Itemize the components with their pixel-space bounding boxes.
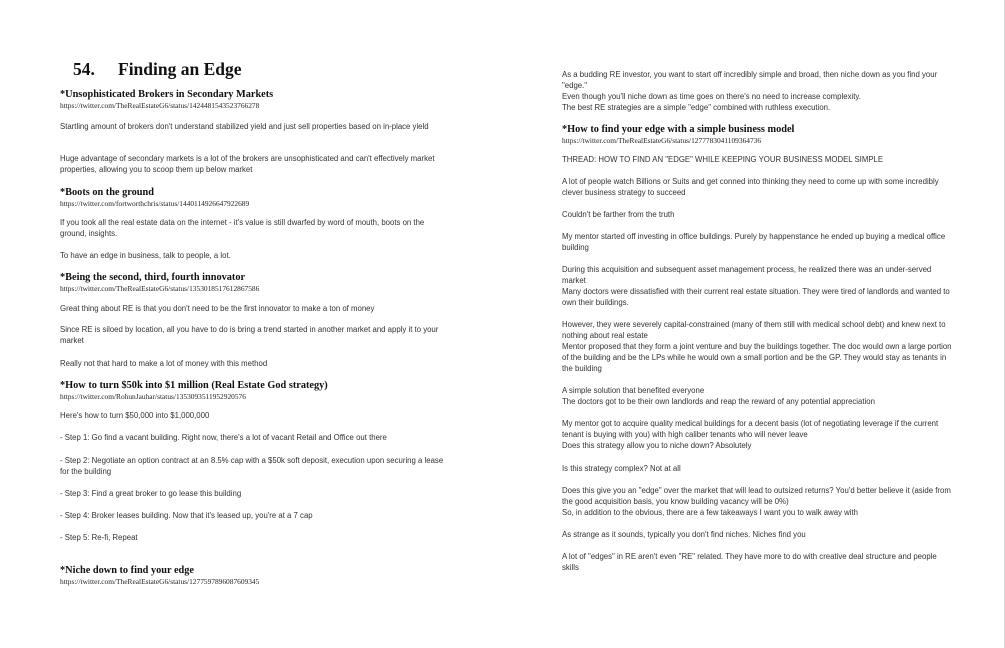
paragraph: The best RE strategies are a simple "edge" combined with ruthless execution. (562, 103, 831, 112)
paragraph: A lot of people watch Billions or Suits and get conned into thinking they need to come up with some incredibly clever business strategy to succeed (562, 177, 939, 197)
section-heading: *Being the second, third, fourth innovator (60, 272, 246, 283)
paragraph: Many doctors were dissatisfied with their current real estate situation. They were tired of landlords and wanted to own their buildings. (562, 287, 950, 307)
paragraph: Does this strategy allow you to niche down? Absolutely (562, 441, 752, 450)
paragraph: Is this strategy complex? Not at all (562, 464, 681, 473)
section-url: https://twitter.com/TheRealEstateG6/status/1277597896087609345 (60, 577, 260, 586)
paragraph: Couldn't be farther from the truth (562, 210, 675, 219)
paragraph: During this acquisition and subsequent asset management process, he realized there was an under-served market (562, 265, 932, 285)
list-item: - Step 1: Go find a vacant building. Right now, there's a lot of vacant Retail and Office out there (60, 433, 387, 442)
paragraph: However, they were severely capital-constrained (many of them still with medical school debt) and knew next to nothing about real estate (562, 320, 946, 340)
paragraph: Really not that hard to make a lot of money with this method (60, 359, 268, 368)
paragraph: As strange as it sounds, typically you don't find niches. Niches find you (562, 530, 806, 539)
chapter-number: 54. (73, 59, 95, 79)
paragraph: My mentor started off investing in office buildings. Purely by happenstance he ended up buying a medical office building (562, 232, 946, 252)
paragraph: Since RE is siloed by location, all you have to do is bring a trend started in another market and apply it to your market (60, 325, 439, 345)
paragraph: THREAD: HOW TO FIND AN "EDGE" WHILE KEEPING YOUR BUSINESS MODEL SIMPLE (562, 155, 884, 164)
section-heading: *Boots on the ground (60, 187, 154, 198)
paragraph: To have an edge in business, talk to people, a lot. (60, 251, 231, 260)
section-url: https://twitter.com/TheRealEstateG6/status/1277783041109364736 (562, 136, 762, 145)
section-heading: *How to find your edge with a simple business model (562, 124, 795, 135)
paragraph: Great thing about RE is that you don't need to be the first innovator to make a ton of money (60, 304, 375, 313)
chapter-name: Finding an Edge (118, 59, 242, 79)
paragraph: So, in addition to the obvious, there are a few takeaways I want you to walk away with (562, 508, 859, 517)
paragraph: Here's how to turn $50,000 into $1,000,000 (60, 411, 210, 420)
paragraph: Huge advantage of secondary markets is a lot of the brokers are unsophisticated and can't effectively market properties, allowing you to scoop them up below market (60, 154, 435, 174)
section-url: https://twitter.com/TheRealEstateG6/status/1353018517612867586 (60, 284, 260, 293)
list-item: - Step 2: Negotiate an option contract at an 8.5% cap with a $50k soft deposit, execution upon securing a lease for the building (60, 456, 444, 476)
list-item: - Step 3: Find a great broker to go lease this building (60, 489, 242, 498)
paragraph: Does this give you an "edge" over the market that will lead to outsized returns? You'd better believe it (aside from the good acquisition basis, you know building vacancy will be 0%) (562, 486, 951, 506)
paragraph: The doctors got to be their own landlords and reap the reward of any potential appreciation (562, 397, 875, 406)
section-heading: *How to turn $50k into $1 million (Real Estate God strategy) (60, 380, 328, 391)
section-url: https://twitter.com/RohunJauhar/status/1353093511952920576 (60, 392, 246, 401)
paragraph: A simple solution that benefited everyone (562, 386, 705, 395)
paragraph: My mentor got to acquire quality medical buildings for a decent basis (lot of negotiating leverage if the current tenant is buying with you) with high caliber tenants who will never leave (562, 419, 939, 439)
chapter-title (73, 59, 242, 80)
paragraph: If you took all the real estate data on the internet - it's value is still dwarfed by word of mouth, boots on the ground, insights. (60, 218, 425, 238)
section-url: https://twitter.com/fortworthchris/status/1440114926647922689 (60, 199, 250, 208)
list-item: - Step 5: Re-fi, Repeat (60, 533, 138, 542)
section-heading: *Niche down to find your edge (60, 565, 194, 576)
paragraph: A lot of "edges" in RE aren't even "RE" related. They have more to do with creative deal structure and people skills (562, 552, 937, 572)
paragraph: Startling amount of brokers don't understand stabilized yield and just sell properties based on in-place yield (60, 122, 429, 131)
list-item: - Step 4: Broker leases building. Now that it's leased up, you're at a 7 cap (60, 511, 313, 520)
paragraph: As a budding RE investor, you want to start off incredibly simple and broad, then niche down as you find your "edge." (562, 70, 938, 90)
section-heading: *Unsophisticated Brokers in Secondary Markets (60, 89, 274, 100)
paragraph: Mentor proposed that they form a joint venture and buy the buildings together. The doc would own a large portion of the building and be the LPs while he would own a small portion and be the GP. They would stay as tenants in the building (562, 342, 952, 373)
section-url: https://twitter.com/TheRealEstateG6/status/1424481543523766278 (60, 101, 260, 110)
paragraph: Even though you'll niche down as time goes on there's no need to increase complexity. (562, 92, 861, 101)
